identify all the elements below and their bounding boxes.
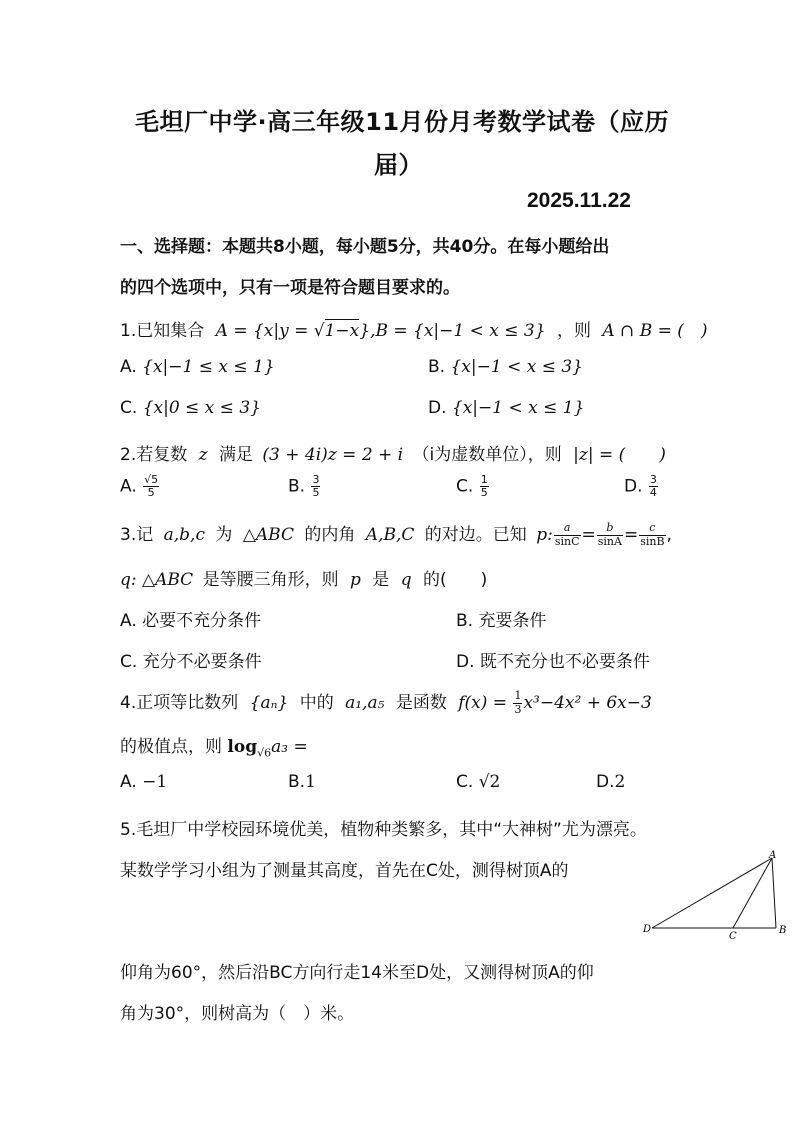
q2-option-c: C. $\frac{1}{5}$ xyxy=(456,473,488,500)
segment-ca xyxy=(733,858,772,928)
q1-setA: A = {x|y = xyxy=(215,321,314,341)
q3-option-b: B. 充要条件 xyxy=(456,611,547,631)
label-c: C xyxy=(729,931,737,940)
question-4-line2: 的极值点，则 $\log_{√6}a_3$ = xyxy=(120,737,308,760)
question-5: 5.毛坦厂中学校园环境优美，植物种类繁多，其中“大神树”尤为漂亮。 xyxy=(120,820,647,840)
question-3: 3.记 a,b,c 为 △ABC 的内角 A,B,C 的对边。已知 p: $\frac{a}{\sin C}$ = $\frac{b}{\sin A}$ = $\frac{c}{\sin B}$ , xyxy=(120,521,672,548)
question-3-line2: q: △ABC 是等腰三角形，则 p 是 q 的( ) xyxy=(120,570,488,590)
page-title-continued: 届） xyxy=(374,151,423,179)
label-d: D xyxy=(643,924,652,935)
section-heading: 一、选择题：本题共8小题，每小题5分，共40分。在每小题给出 xyxy=(120,237,610,257)
question-4: 4.正项等比数列 {aₙ} 中的 a₁,a₅ 是函数 f(x) = $\frac{1}{3}$ x³−4x² + 6x−3 xyxy=(120,689,652,716)
q4-option-a: A. −1 xyxy=(120,772,168,792)
q3-option-d: D. 既不充分也不必要条件 xyxy=(456,652,650,672)
q4-option-b: B.1 xyxy=(288,772,316,792)
label-b: B xyxy=(779,925,787,936)
q1-sqrt: 1−x xyxy=(324,321,360,341)
question-5-line2: 某数学学习小组为了测量其高度，首先在C处，测得树顶A的 xyxy=(120,861,569,881)
q3-option-a: A. 必要不充分条件 xyxy=(120,611,262,631)
label-a: A xyxy=(769,850,777,861)
exam-date: 2025.11.22 xyxy=(527,189,631,212)
q1-option-a: A. {x|−1 ≤ x ≤ 1} xyxy=(120,357,275,377)
q1-option-c: C. {x|0 ≤ x ≤ 3} xyxy=(120,398,261,418)
question-5-line4: 角为30°，则树高为（ ）米。 xyxy=(120,1004,355,1024)
q2-option-a: A. $\frac{√5}{5}$ xyxy=(120,473,159,500)
segment-da xyxy=(652,858,772,928)
q1-lead: 1.已知集合 xyxy=(120,321,205,341)
q1-option-d: D. {x|−1 < x ≤ 1} xyxy=(428,398,585,418)
q1-setB: },B = {x|−1 < x ≤ 3} xyxy=(359,321,546,341)
question-2: 2.若复数 z 满足 (3 + 4i)z = 2 + i （i为虚数单位），则 |z| = ( ) xyxy=(120,445,666,465)
q3-option-c: C. 充分不必要条件 xyxy=(120,652,262,672)
triangle-diagram xyxy=(640,848,790,940)
section-heading-continued: 的四个选项中，只有一项是符合题目要求的。 xyxy=(120,278,460,298)
question-1: 1.已知集合 A = {x|y = √1−x},B = {x|−1 < x ≤ 3} ，则 A ∩ B = ( ) xyxy=(120,321,708,341)
q4-option-c: C. √2 xyxy=(456,772,501,792)
q2-option-b: B. $\frac{3}{5}$ xyxy=(288,473,320,500)
q1-option-b: B. {x|−1 < x ≤ 3} xyxy=(428,357,583,377)
page-title: 毛坦厂中学·高三年级11月份月考数学试卷（应历 xyxy=(135,108,670,136)
question-5-line3: 仰角为60°，然后沿BC方向行走14米至D处，又测得树顶A的仰 xyxy=(120,963,594,983)
q1-ask: A ∩ B = ( ) xyxy=(602,321,708,341)
q1-mid: ，则 xyxy=(556,321,591,341)
q4-option-d: D.2 xyxy=(596,772,626,792)
segment-ba xyxy=(772,858,776,928)
q2-option-d: D. $\frac{3}{4}$ xyxy=(624,473,657,500)
